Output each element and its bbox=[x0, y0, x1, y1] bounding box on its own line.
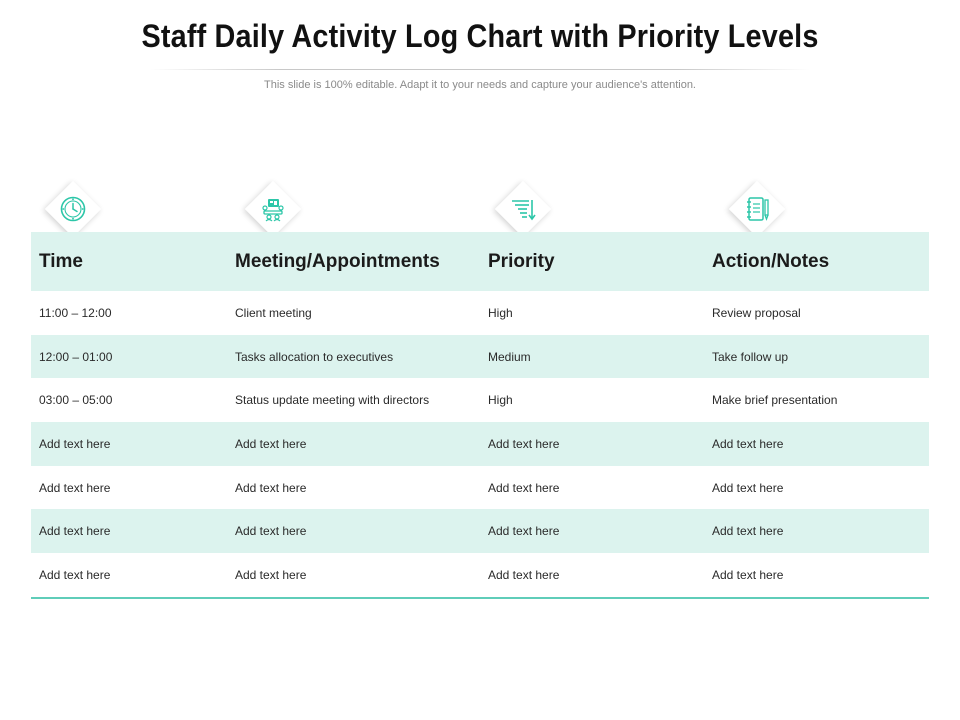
cell-priority: High bbox=[488, 393, 513, 408]
cell-meeting: Add text here bbox=[227, 422, 480, 466]
cell-priority: High bbox=[488, 305, 513, 320]
cell-time: 11:00 – 12:00 bbox=[39, 305, 112, 320]
table-row bbox=[31, 422, 929, 466]
table-header-row bbox=[31, 232, 929, 291]
cell-priority: Add text here bbox=[488, 480, 560, 495]
cell-action: Add text here bbox=[704, 422, 929, 466]
cell-meeting: Add text here bbox=[227, 509, 480, 553]
clock-icon-badge bbox=[47, 183, 99, 235]
cell-time: Add text here bbox=[31, 553, 227, 598]
cell-time: 12:00 – 01:00 bbox=[31, 335, 227, 379]
cell-meeting: Client meeting bbox=[235, 305, 312, 320]
cell-action: Review proposal bbox=[712, 305, 801, 320]
priority-list-icon-badge bbox=[497, 183, 549, 235]
cell-priority: Add text here bbox=[480, 509, 704, 553]
cell-priority: Add text here bbox=[480, 422, 704, 466]
cell-action: Add text here bbox=[704, 509, 929, 553]
column-header-meeting: Meeting/Appointments bbox=[227, 232, 480, 291]
cell-action: Add text here bbox=[704, 553, 929, 598]
page-title: Staff Daily Activity Log Chart with Priority Levels bbox=[141, 18, 819, 54]
cell-time: Add text here bbox=[39, 480, 111, 495]
table-row bbox=[31, 291, 929, 335]
cell-action: Take follow up bbox=[704, 335, 929, 379]
cell-meeting: Tasks allocation to executives bbox=[227, 335, 480, 379]
table-row bbox=[31, 378, 929, 422]
meeting-icon-badge bbox=[247, 183, 299, 235]
cell-time: Add text here bbox=[31, 509, 227, 553]
cell-time: 03:00 – 05:00 bbox=[39, 393, 113, 408]
notes-icon bbox=[743, 195, 771, 223]
cell-action: Add text here bbox=[712, 480, 784, 495]
meeting-icon bbox=[259, 195, 287, 223]
cell-priority: Add text here bbox=[480, 553, 704, 598]
table-row bbox=[31, 509, 929, 553]
table-row bbox=[31, 335, 929, 379]
column-header-priority: Priority bbox=[480, 232, 704, 291]
activity-log-table bbox=[31, 232, 929, 599]
cell-meeting: Status update meeting with directors bbox=[235, 393, 430, 408]
table-row bbox=[31, 466, 929, 510]
cell-priority: Medium bbox=[480, 335, 704, 379]
page-subtitle: This slide is 100% editable. Adapt it to your needs and capture your audience's attention. bbox=[264, 79, 696, 91]
title-divider bbox=[150, 69, 810, 70]
cell-action: Make brief presentation bbox=[712, 393, 838, 408]
table-row bbox=[31, 553, 929, 598]
clock-icon bbox=[59, 195, 87, 223]
cell-time: Add text here bbox=[31, 422, 227, 466]
column-header-action: Action/Notes bbox=[704, 232, 929, 291]
cell-meeting: Add text here bbox=[235, 480, 307, 495]
cell-meeting: Add text here bbox=[227, 553, 480, 598]
column-header-time: Time bbox=[31, 232, 227, 291]
priority-list-icon bbox=[509, 195, 537, 223]
notes-icon-badge bbox=[731, 183, 783, 235]
